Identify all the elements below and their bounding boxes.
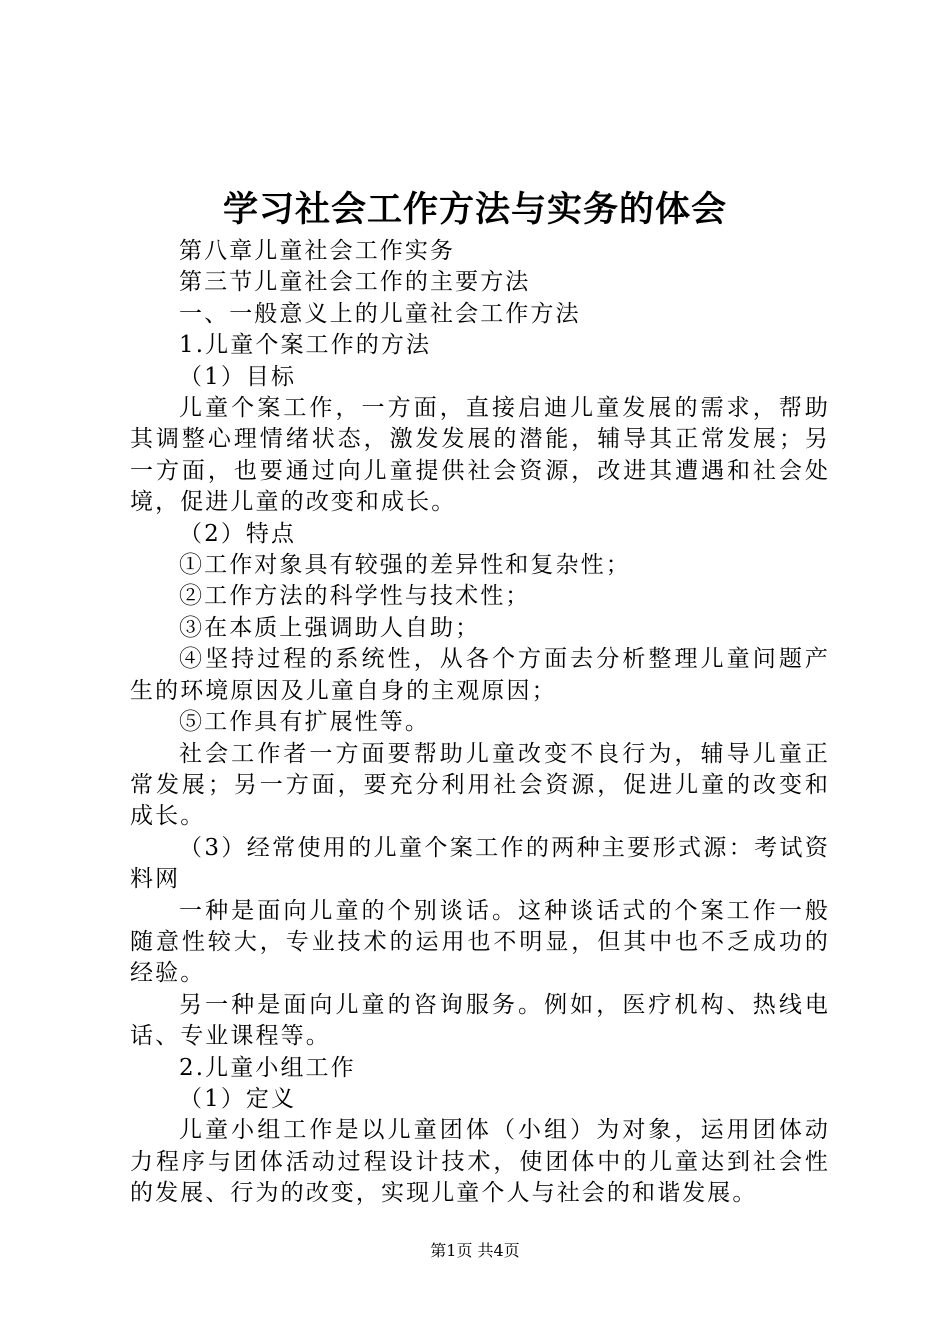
subitem-definition: （1）定义 (179, 1085, 297, 1112)
chapter-heading: 第八章儿童社会工作实务 (179, 238, 456, 264)
item-heading-case-work: 1.儿童个案工作的方法 (179, 332, 432, 359)
paragraph-definition: 儿童小组工作是以儿童团体（小组）为对象，运用团体动力程序与团体活动过程设计技术，使团体中的儿童达到社会性的发展、行为的改变，实现儿童个人与社会的和谐发展。 (130, 1117, 830, 1207)
page-footer: 第1页 共4页 (430, 1241, 520, 1260)
feature-item-1: ①工作对象具有较强的差异性和复杂性； (179, 552, 631, 579)
feature-item-5: ⑤工作具有扩展性等。 (179, 709, 430, 736)
subitem-forms: （3）经常使用的儿童个案工作的两种主要形式源：考试资料网 (130, 834, 830, 893)
paragraph-consulting: 另一种是面向儿童的咨询服务。例如，医疗机构、热线电话、专业课程等。 (130, 991, 830, 1050)
subitem-features: （2）特点 (179, 520, 297, 547)
section-heading: 第三节儿童社会工作的主要方法 (179, 269, 531, 296)
document-title: 学习社会工作方法与实务的体会 (222, 189, 727, 230)
document-body (130, 236, 830, 1210)
feature-item-3: ③在本质上强调助人自助； (179, 614, 481, 641)
paragraph-individual-talk: 一种是面向儿童的个别谈话。这种谈话式的个案工作一般随意性较大，专业技术的运用也不明显，但其中也不乏成功的经验。 (130, 897, 830, 987)
feature-item-4: ④坚持过程的系统性，从各个方面去分析整理儿童问题产生的环境原因及儿童自身的主观原因； (130, 646, 830, 704)
feature-item-2: ②工作方法的科学性与技术性； (179, 583, 531, 610)
subsection-heading: 一、一般意义上的儿童社会工作方法 (179, 300, 581, 327)
paragraph-goal: 儿童个案工作，一方面，直接启迪儿童发展的需求，帮助其调整心理情绪状态，激发发展的潜能，辅导其正常发展；另一方面，也要通过向儿童提供社会资源，改进其遭遇和社会处境，促进儿童的改变和成长。 (130, 395, 830, 516)
paragraph-social-worker: 社会工作者一方面要帮助儿童改变不良行为，辅导儿童正常发展；另一方面，要充分利用社会资源，促进儿童的改变和成长。 (130, 740, 830, 830)
item-heading-group-work: 2.儿童小组工作 (179, 1054, 356, 1081)
subitem-goal: （1）目标 (179, 363, 297, 390)
